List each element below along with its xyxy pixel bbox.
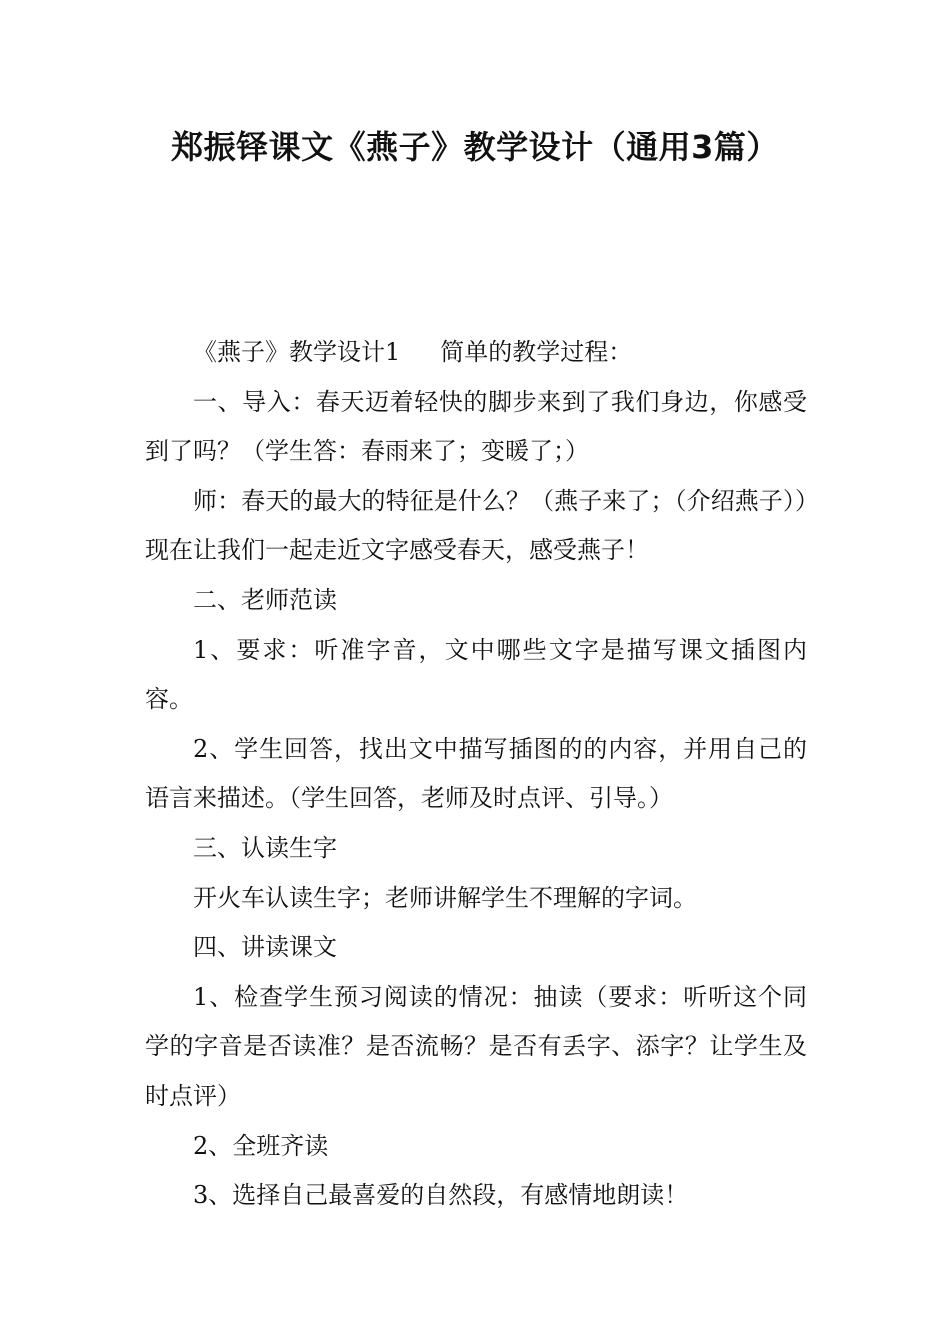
paragraph: 三、认读生字	[193, 833, 337, 862]
paragraph: 二、老师范读	[193, 585, 337, 614]
paragraph-intro	[145, 328, 807, 378]
paragraph: 开火车认读生字；老师讲解学生不理解的字词。	[193, 883, 697, 912]
paragraph: 2、全班齐读	[193, 1131, 329, 1160]
paragraph: 3、选择自己最喜爱的自然段，有感情地朗读！	[193, 1181, 689, 1210]
paragraph: 1、要求：听准字音，文中哪些文字是描写课文插图内容。	[145, 635, 807, 714]
section-heading: 《燕子》教学设计1	[193, 338, 401, 366]
paragraph: 四、讲读课文	[193, 933, 337, 962]
paragraph: 1、检查学生预习阅读的情况：抽读（要求：听听这个同学的字音是否读准？是否流畅？是否有丢字、添字？让学生及时点评）	[145, 982, 807, 1110]
document-title: 郑振铎课文《燕子》教学设计（通用3篇）	[171, 128, 779, 166]
document-body	[145, 328, 807, 1221]
paragraph: 一、导入：春天迈着轻快的脚步来到了我们身边，你感受到了吗？（学生答：春雨来了；变暖了；）	[145, 387, 807, 466]
paragraph: 2、学生回答，找出文中描写插图的的内容，并用自己的语言来描述。（学生回答，老师及时点评、引导。）	[145, 734, 807, 813]
paragraph: 师：春天的最大的特征是什么？（燕子来了；（介绍燕子））现在让我们一起走近文字感受春天，感受燕子！	[145, 486, 807, 565]
process-heading: 简单的教学过程：	[440, 338, 633, 366]
